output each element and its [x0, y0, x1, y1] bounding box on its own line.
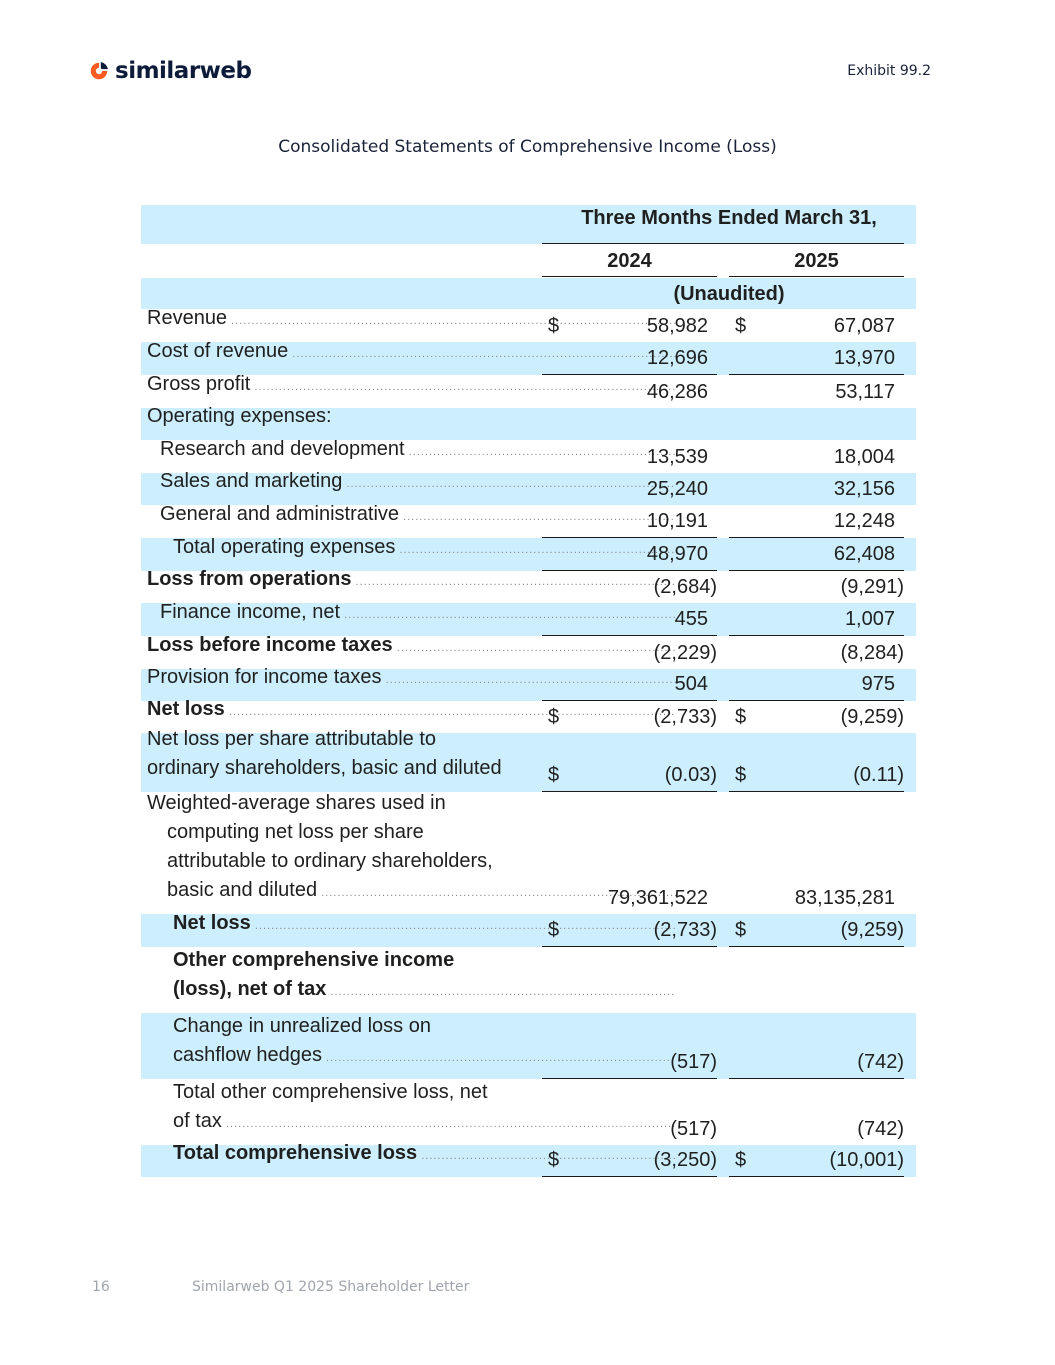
row-label-line: Loss before income taxes ..... [147, 631, 676, 663]
period-header: Three Months Ended March 31, [581, 207, 877, 229]
table-header-period [141, 205, 916, 244]
cell-value: 10,191 [646, 510, 708, 532]
value-cell-2024 [542, 981, 717, 1013]
cell-value: 13,970 [833, 347, 895, 369]
currency-symbol: $ [548, 315, 560, 337]
value-cell-2025 [729, 571, 904, 603]
cell-value: 13,539 [646, 446, 708, 468]
cell-value: (9,259) [840, 706, 904, 728]
table-row [141, 1142, 916, 1177]
unaudited-label: (Unaudited) [673, 283, 785, 305]
value-cell-2025 [729, 981, 904, 1013]
row-label-line: Provision for income taxes ..... [147, 663, 676, 695]
row-label-line: Sales and marketing ..... [160, 467, 676, 499]
cell-value: (10,001) [829, 1149, 904, 1171]
value-cell-2025 [729, 441, 904, 473]
cell-value: 62,408 [833, 543, 895, 565]
value-cell-2025 [729, 473, 904, 505]
table-row [141, 1013, 916, 1079]
cell-value: 455 [674, 608, 708, 630]
row-label-line: ordinary shareholders, basic and diluted [147, 757, 502, 779]
value-cell-2025 [729, 637, 904, 669]
year-2025: 2025 [794, 250, 839, 272]
row-label-line: Weighted-average shares used in [147, 792, 446, 814]
cell-value: (2,733) [653, 706, 717, 728]
currency-symbol: $ [735, 315, 747, 337]
value-cell-2024 [542, 914, 717, 947]
value-cell-2025 [729, 310, 904, 342]
value-cell-2025 [729, 408, 904, 440]
page-number: 16 [92, 1279, 110, 1295]
value-cell-2025 [729, 538, 904, 571]
row-label-line: Net loss ..... [173, 909, 676, 941]
row-label-line: basic and diluted ..... [147, 876, 676, 908]
currency-symbol: $ [548, 1149, 560, 1171]
row-label-line: Loss from operations ..... [147, 565, 676, 597]
row-label-line: cashflow hedges ..... [173, 1041, 676, 1073]
currency-symbol: $ [548, 764, 560, 786]
currency-symbol: $ [735, 706, 747, 728]
row-label-line: Revenue ..... [147, 304, 676, 336]
row-label-line: Research and development ..... [160, 435, 676, 467]
currency-symbol: $ [548, 706, 560, 728]
row-label-line: computing net loss per share [167, 821, 424, 843]
cell-value: 58,982 [646, 315, 708, 337]
value-cell-2025 [729, 342, 904, 375]
table-row [141, 1079, 916, 1145]
cell-value: (517) [670, 1118, 717, 1140]
row-label-line: Net loss per share attributable to [147, 728, 437, 750]
cell-value: (2,684) [653, 576, 717, 598]
row-label-line: of tax ..... [173, 1107, 676, 1139]
year-2024: 2024 [607, 250, 652, 272]
similarweb-logo-icon [88, 60, 110, 82]
cell-value: 83,135,281 [794, 887, 895, 909]
value-cell-2025 [729, 505, 904, 538]
cell-value: (742) [857, 1118, 904, 1140]
row-label-line: Operating expenses: [147, 405, 332, 427]
value-cell-2025 [729, 882, 904, 914]
currency-symbol: $ [735, 1149, 747, 1171]
value-cell-2024 [542, 1046, 717, 1079]
table-header-years [141, 244, 916, 278]
footer-text: Similarweb Q1 2025 Shareholder Letter [192, 1279, 470, 1295]
row-label-line: attributable to ordinary shareholders, [167, 850, 493, 872]
cell-value: 25,240 [646, 478, 708, 500]
cell-value: (2,733) [653, 919, 717, 941]
cell-value: 48,970 [646, 543, 708, 565]
cell-value: 12,248 [833, 510, 895, 532]
value-cell-2025 [729, 701, 904, 733]
row-label-line: General and administrative ..... [160, 500, 676, 532]
cell-value: (0.11) [853, 764, 904, 786]
table-row [141, 792, 916, 914]
cell-value: 1,007 [844, 608, 895, 630]
cell-value: (9,291) [840, 576, 904, 598]
row-label-line: Total operating expenses ..... [173, 533, 676, 565]
value-cell-2025 [729, 376, 904, 408]
currency-symbol: $ [735, 919, 747, 941]
value-cell-2024 [542, 759, 717, 792]
cell-value: (742) [857, 1051, 904, 1073]
row-label-line: Gross profit ..... [147, 370, 676, 402]
cell-value: 12,696 [646, 347, 708, 369]
value-cell-2025 [729, 1113, 904, 1145]
table-row [141, 914, 916, 947]
cell-value: 46,286 [646, 381, 708, 403]
value-cell-2025 [729, 914, 904, 947]
table-row [141, 947, 916, 1013]
value-cell-2025 [729, 603, 904, 636]
value-cell-2025 [729, 668, 904, 701]
cell-value: (8,284) [840, 642, 904, 664]
cell-value: 32,156 [833, 478, 895, 500]
cell-value: (517) [670, 1051, 717, 1073]
cell-value: (9,259) [840, 919, 904, 941]
row-label-line: Finance income, net ..... [160, 598, 676, 630]
row-label-line: (loss), net of tax ..... [173, 975, 676, 1007]
row-label-line: Net loss ..... [147, 695, 676, 727]
cell-value: 975 [861, 673, 895, 695]
brand-name: similarweb [115, 58, 252, 84]
cell-value: 67,087 [833, 315, 895, 337]
currency-symbol: $ [735, 764, 747, 786]
value-cell-2025 [729, 1046, 904, 1079]
currency-symbol: $ [548, 919, 560, 941]
table-row [141, 728, 916, 792]
cell-value: 504 [674, 673, 708, 695]
value-cell-2025 [729, 759, 904, 792]
row-label-line: Total comprehensive loss ..... [173, 1139, 676, 1171]
value-cell-2024 [542, 1144, 717, 1177]
cell-value: 18,004 [833, 446, 895, 468]
row-label-line: Cost of revenue ..... [147, 337, 676, 369]
cell-value: (0.03) [664, 764, 717, 786]
row-label-line: Change in unrealized loss on [173, 1015, 431, 1037]
row-label-line: Other comprehensive income [173, 949, 455, 971]
value-cell-2025 [729, 1144, 904, 1177]
cell-value: 79,361,522 [607, 887, 708, 909]
cell-value: (2,229) [653, 642, 717, 664]
cell-value: 53,117 [835, 381, 895, 403]
row-label-line: Total other comprehensive loss, net [173, 1081, 488, 1103]
brand-logo [88, 58, 251, 84]
exhibit-label: Exhibit 99.2 [847, 63, 931, 79]
page-title: Consolidated Statements of Comprehensive Income (Loss) [278, 137, 777, 157]
cell-value: (3,250) [653, 1149, 717, 1171]
